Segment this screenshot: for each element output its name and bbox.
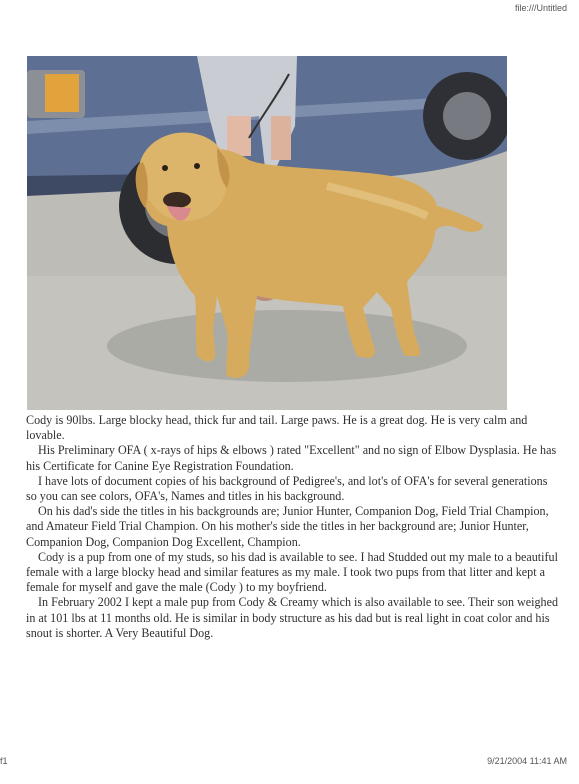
paragraph-ofa: His Preliminary OFA ( x-rays of hips & elbows ) rated "Excellent" and no sign of Elbow Dysplasia. He has his Certificate for Canine Eye Registration Foundation. [26, 443, 557, 473]
print-timestamp: 9/21/2004 11:41 AM [487, 756, 567, 766]
paragraph-intro: Cody is 90lbs. Large blocky head, thick fur and tail. Large paws. He is a great dog. He is very calm and lovable. [26, 413, 528, 443]
article-body [26, 413, 561, 641]
page-label: f1 [0, 756, 8, 766]
paragraph-origin: Cody is a pup from one of my studs, so his dad is available to see. I had Studded out my male to a beautiful female with a large blocky head and similar features as my male. I took two pups from that litter and kept a female for myself and gave the male (Cody ) to my boyfriend. [26, 549, 558, 595]
paragraph-titles: On his dad's side the titles in his backgrounds are; Junior Hunter, Companion Dog, Field Trial Champion, and Amateur Field Trial Champion. On his mother's side the titles in her background are; Junior Hunter, Companion Dog, Companion Dog Excellent, Champion. [26, 504, 549, 549]
paragraph-documents: I have lots of document copies of his background of Pedigree's, and lot's of OFA's for several generations so you can see colors, OFA's, Names and titles in his background. [26, 473, 548, 504]
dog-photo [27, 56, 507, 410]
paragraph-offspring: In February 2002 I kept a male pup from Cody & Creamy which is also available to see. Their son weighed in at 101 lbs at 11 months old. He is similar in body structure as his dad but is real light in coat color and his snout is shorter. A Very Beautiful Dog. [26, 595, 559, 640]
page-url: file:///Untitled [514, 3, 567, 13]
